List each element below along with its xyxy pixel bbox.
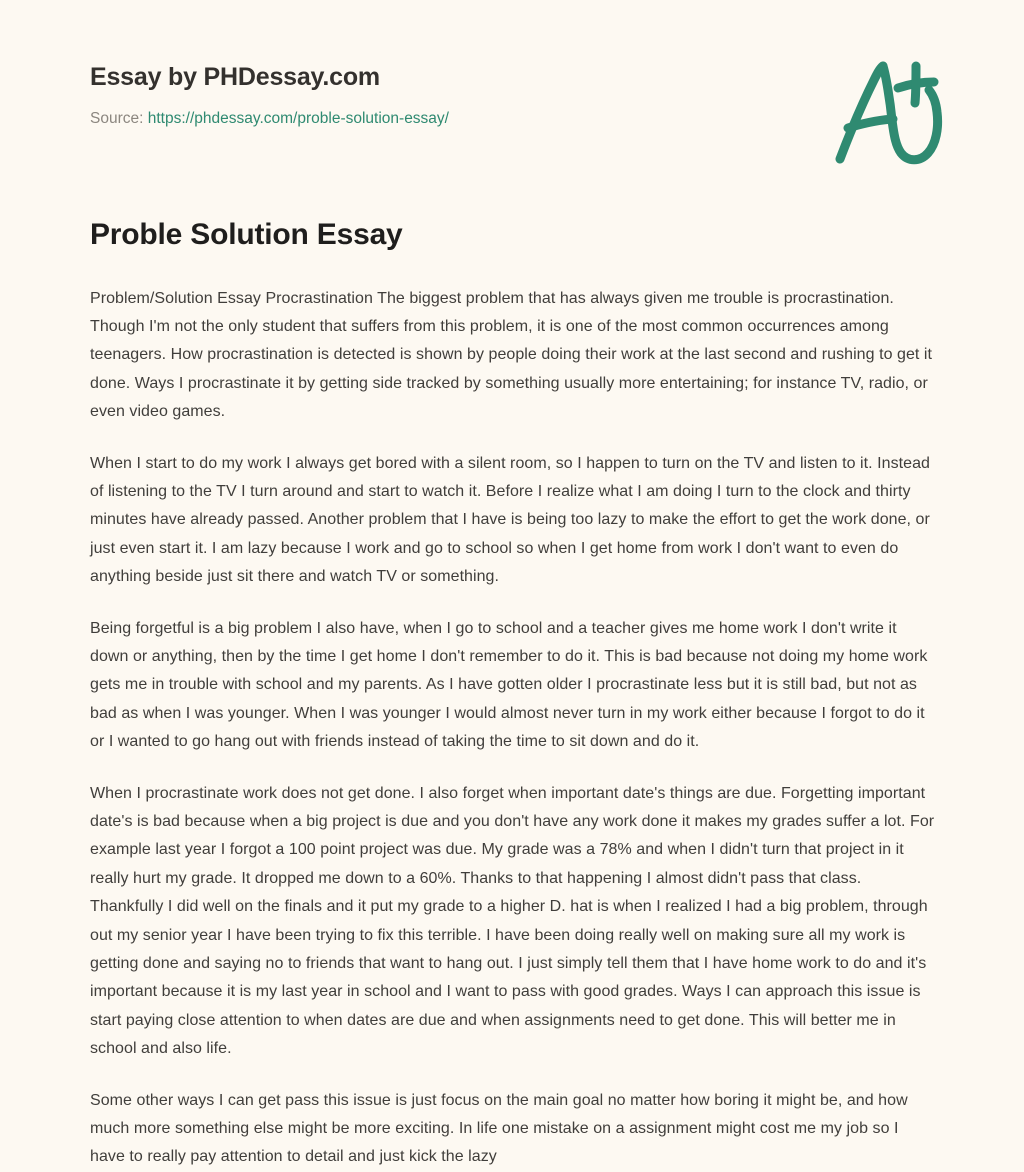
source-url-link[interactable]: https://phdessay.com/proble-solution-essay/ [147,110,449,127]
source-line [90,109,730,129]
brand-title: Essay by PHDessay.com [90,63,380,91]
paragraph: When I start to do my work I always get bored with a silent room, so I happen to turn on the TV and listen to it. Instead of listening to the TV I turn around and start to watch it. Before I realize what I am doing I turn to the clock and thirty minutes have already passed. Another problem that I have is being too lazy to make the effort to get the work done, or just even start it. I am lazy because I work and go to school so when I get home from work I don't want to even do anything beside just sit there and watch TV or something. [90,454,930,586]
paragraph: Being forgetful is a big problem I also have, when I go to school and a teacher gives me home work I don't write it down or anything, then by the time I get home I don't remember to do it. This is bad because not doing my home work gets me in trouble with school and my parents. As I have gotten older I procrastinate less but it is still bad, but not as bad as when I was younger. When I was younger I would almost never turn in my work either because I forgot to do it or I wanted to go hang out with friends instead of taking the time to sit down and do it. [90,619,928,751]
brand-block [90,62,730,129]
page-header [0,0,1024,196]
article-body [90,216,936,1172]
aplus-logo-icon[interactable] [826,52,956,170]
page-title: Proble Solution Essay [90,218,403,251]
source-label: Source: [90,110,144,127]
paragraph: When I procrastinate work does not get done. I also forget when important date's things are due. Forgetting important date's is bad because when a big project is due and you don't have any work done it makes my grades suffer a lot. For example last year I forgot a 100 point project was due. My grade was a 78% and when I didn't turn that project in it really hurt my grade. It dropped me down to a 60%. Thanks to that happening I almost didn't pass that class. Thankfully I did well on the finals and it put my grade to a higher D. hat is when I realized I had a big problem, through out my senior year I have been trying to fix this terrible. I have been doing really well on making sure all my work is getting done and saying no to friends that want to hang out. I just simply tell them that I have home work to do and it's important because it is my last year in school and I want to pass with good grades. Ways I can approach this issue is start paying close attention to when dates are due and when assignments need to get done. This will better me in school and also life. [90,784,935,1058]
paragraph: Some other ways I can get pass this issue is just focus on the main goal no matter how boring it might be, and how much more something else might be more exciting. In life one mistake on a assignment might cost me my job so I have to really pay attention to detail and just kick the lazy [90,1091,908,1166]
paragraph: Problem/Solution Essay Procrastination The biggest problem that has always given me trouble is procrastination. Though I'm not the only student that suffers from this problem, it is one of the most common occurrences among teenagers. How procrastination is detected is shown by people doing their work at the last second and rushing to get it done. Ways I procrastinate it by getting side tracked by something usually more entertaining; for instance TV, radio, or even video games. [90,289,932,421]
